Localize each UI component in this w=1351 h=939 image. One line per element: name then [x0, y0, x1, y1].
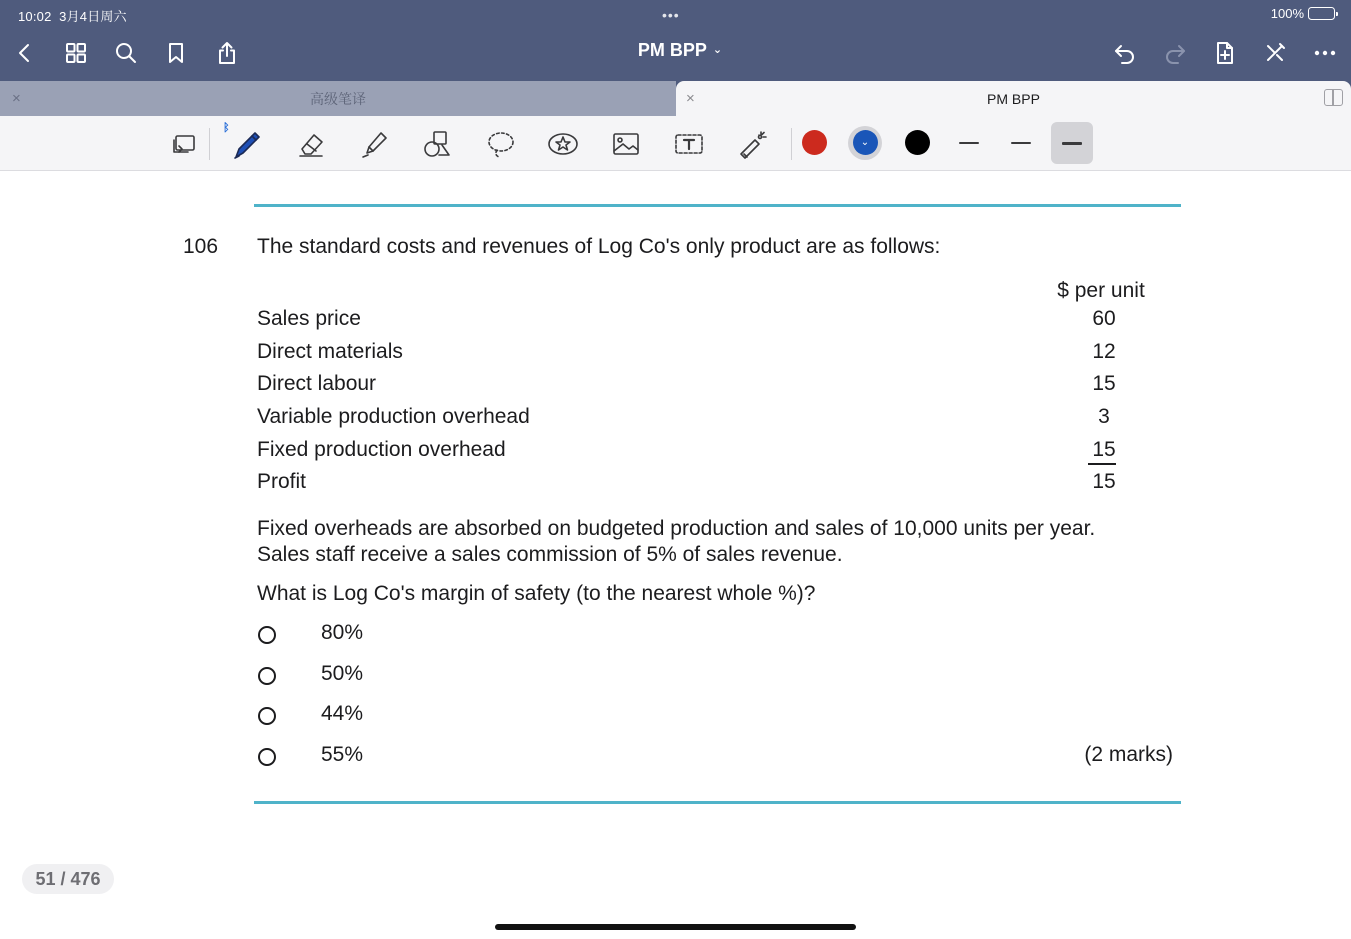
status-time: 10:02 3月4日周六	[18, 9, 127, 24]
cost-value: 15	[1092, 470, 1116, 493]
cost-label: Fixed production overhead	[257, 438, 506, 461]
grid-view-icon[interactable]	[61, 38, 91, 68]
cost-row	[257, 438, 1157, 468]
cost-row	[257, 470, 1157, 500]
home-indicator[interactable]	[495, 924, 856, 930]
radio-icon[interactable]	[258, 748, 276, 766]
cost-row	[257, 405, 1157, 435]
question-number: 106	[183, 235, 219, 258]
top-bar	[0, 0, 1351, 81]
image-icon[interactable]	[606, 124, 646, 164]
laser-pointer-icon[interactable]	[732, 124, 772, 164]
radio-icon[interactable]	[258, 667, 276, 685]
redo-icon[interactable]	[1160, 38, 1190, 68]
option-label: 55%	[321, 743, 364, 766]
more-icon[interactable]	[1310, 38, 1340, 68]
back-icon[interactable]	[10, 38, 40, 68]
bookmark-icon[interactable]	[161, 38, 191, 68]
battery-icon	[1308, 7, 1335, 20]
close-pen-icon[interactable]	[1260, 38, 1290, 68]
cost-value: 12	[1092, 340, 1116, 363]
option-label: 50%	[321, 662, 364, 685]
page-layout-icon[interactable]	[164, 124, 204, 164]
battery-percent: 100%	[1270, 6, 1304, 21]
question-prompt: What is Log Co's margin of safety (to the nearest whole %)?	[257, 582, 816, 605]
pen-icon[interactable]	[227, 124, 267, 164]
split-view-icon[interactable]	[1324, 89, 1343, 106]
note-line: Sales staff receive a sales commission of 5% of sales revenue.	[257, 543, 843, 566]
drawing-toolbar	[0, 116, 1351, 171]
toolbar-divider	[209, 128, 210, 160]
cost-row	[257, 340, 1157, 370]
shapes-icon[interactable]	[417, 124, 457, 164]
cost-row	[257, 372, 1157, 402]
tab-label: 高级笔译	[310, 90, 366, 107]
highlighter-icon[interactable]	[355, 124, 395, 164]
close-icon[interactable]: ×	[686, 90, 695, 107]
status-date: 3月4日周六	[59, 9, 127, 24]
cost-value: 3	[1098, 405, 1110, 428]
column-header: $ per unit	[1057, 279, 1145, 302]
tab-gaoji-biyi[interactable]	[0, 81, 676, 116]
stroke-width-thin[interactable]	[948, 122, 990, 164]
tab-label: PM BPP	[987, 90, 1040, 107]
answer-option[interactable]	[258, 621, 1178, 651]
cost-label: Direct materials	[257, 340, 403, 363]
option-label: 80%	[321, 621, 364, 644]
document-title-menu[interactable]	[575, 40, 785, 61]
close-icon[interactable]: ×	[12, 90, 21, 107]
sticker-icon[interactable]	[543, 124, 583, 164]
chevron-down-icon: ⌄	[712, 44, 723, 56]
answer-option[interactable]	[258, 702, 1178, 732]
subtotal-underline	[1088, 463, 1116, 465]
question-intro: The standard costs and revenues of Log Co's only product are as follows:	[257, 235, 941, 258]
cost-label: Profit	[257, 470, 307, 493]
tab-bar	[0, 81, 1351, 116]
cost-value: 15	[1092, 372, 1116, 395]
lasso-icon[interactable]	[481, 124, 521, 164]
color-swatch-red[interactable]	[802, 130, 827, 155]
cost-label: Sales price	[257, 307, 361, 330]
radio-icon[interactable]	[258, 707, 276, 725]
search-icon[interactable]	[111, 38, 141, 68]
chevron-down-icon[interactable]: ⌄	[860, 137, 870, 148]
stroke-width-thick[interactable]	[1051, 122, 1093, 164]
eraser-icon[interactable]	[291, 124, 331, 164]
share-icon[interactable]	[212, 38, 242, 68]
question-note	[257, 516, 1095, 568]
color-swatch-black[interactable]	[905, 130, 930, 155]
bluetooth-icon: ᛒ	[223, 122, 230, 134]
option-label: 44%	[321, 702, 364, 725]
cost-value: 60	[1092, 307, 1116, 330]
radio-icon[interactable]	[258, 626, 276, 644]
battery-indicator	[1271, 6, 1335, 21]
toolbar-divider	[791, 128, 792, 160]
cost-value: 15	[1092, 438, 1116, 461]
marks-label: (2 marks)	[1084, 743, 1173, 766]
undo-icon[interactable]	[1110, 38, 1140, 68]
cost-row	[257, 307, 1157, 337]
stroke-width-medium[interactable]	[1000, 122, 1042, 164]
note-line: Fixed overheads are absorbed on budgeted production and sales of 10,000 units per year.	[257, 517, 1096, 540]
document-title: PM BPP	[637, 40, 707, 60]
cost-label: Variable production overhead	[257, 405, 530, 428]
page-counter[interactable]: 51 / 476	[22, 864, 114, 894]
answer-option[interactable]	[258, 743, 1178, 773]
text-box-icon[interactable]	[669, 124, 709, 164]
multitasking-dots[interactable]: •••	[662, 7, 680, 23]
bottom-divider-rule	[254, 801, 1181, 804]
answer-option[interactable]	[258, 662, 1178, 692]
tab-pm-bpp[interactable]	[676, 81, 1351, 116]
cost-label: Direct labour	[257, 372, 377, 395]
add-page-icon[interactable]	[1210, 38, 1240, 68]
top-divider-rule	[254, 204, 1181, 207]
